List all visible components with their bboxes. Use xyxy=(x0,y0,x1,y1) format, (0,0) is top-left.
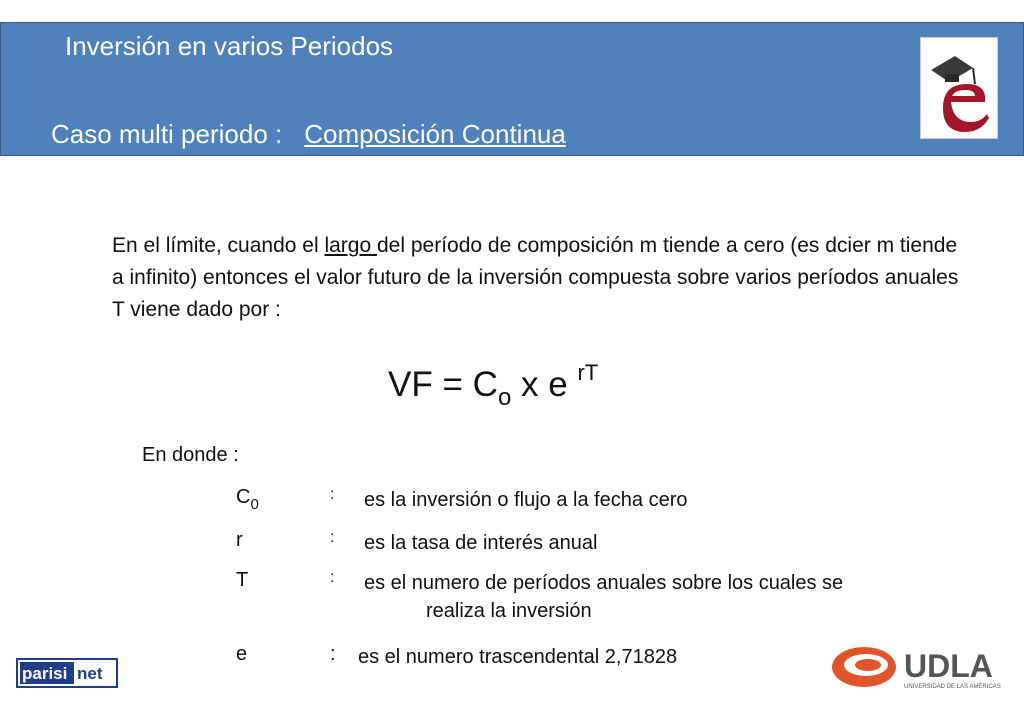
udla-logo-icon xyxy=(830,645,1002,691)
formula-times: x xyxy=(521,365,539,404)
definition-colon: : xyxy=(330,486,335,503)
graduation-e-icon xyxy=(921,38,997,138)
intro-underlined-word: largo xyxy=(324,234,377,257)
udla-logo xyxy=(830,645,1002,691)
definition-text: es el numero trascendental 2,71828 xyxy=(358,646,678,668)
e-logo xyxy=(920,37,998,139)
udla-tagline: UNIVERSIDAD DE LAS AMÉRICAS xyxy=(904,684,1001,690)
slide-title: Inversión en varios Periodos xyxy=(65,31,394,61)
formula-c-sub: o xyxy=(497,384,512,411)
parisinet-logo xyxy=(16,658,118,688)
parisinet-logo-icon xyxy=(16,658,118,688)
header-banner xyxy=(0,22,1024,156)
definition-symbol: T xyxy=(236,569,249,591)
definition-text: es la inversión o flujo a la fecha cero xyxy=(364,489,688,511)
formula-c: C xyxy=(472,365,498,404)
definition-colon: : xyxy=(330,569,335,586)
formula-e: e xyxy=(548,365,568,404)
intro-paragraph xyxy=(112,230,972,326)
definition-symbol: e xyxy=(236,643,248,665)
definition-text xyxy=(364,569,964,625)
definition-text-line2: realiza la inversión xyxy=(426,600,592,622)
definition-text: es la tasa de interés anual xyxy=(364,532,598,554)
definition-colon: : xyxy=(330,643,336,665)
definition-colon: : xyxy=(330,529,335,546)
subtitle-link[interactable]: Composición Continua xyxy=(304,119,566,149)
net-text: net xyxy=(77,664,103,683)
slide-subtitle xyxy=(51,119,566,150)
intro-part2: del período de composición m tiende a cero (es dcier m tiende a infinito) entonces el valor futuro de la inversión compuesta sobre varios períodos anuales T viene dado por : xyxy=(112,234,959,321)
definition-symbol: r xyxy=(236,529,243,551)
definition-text-line1: es el numero de períodos anuales sobre los cuales se xyxy=(364,572,844,594)
definition-symbol: $C_0$ xyxy=(236,486,259,513)
parisi-text: parisi xyxy=(22,664,68,683)
future-value-formula xyxy=(388,360,598,412)
formula-lhs: VF xyxy=(388,365,433,404)
formula-exponent: rT xyxy=(577,360,599,385)
subtitle-prefix: Caso multi periodo : xyxy=(51,119,283,149)
udla-text: UDLA xyxy=(904,648,993,684)
where-label: En donde : xyxy=(142,444,239,466)
formula-equals: = xyxy=(442,365,463,404)
intro-part1: En el límite, cuando el xyxy=(112,234,325,257)
